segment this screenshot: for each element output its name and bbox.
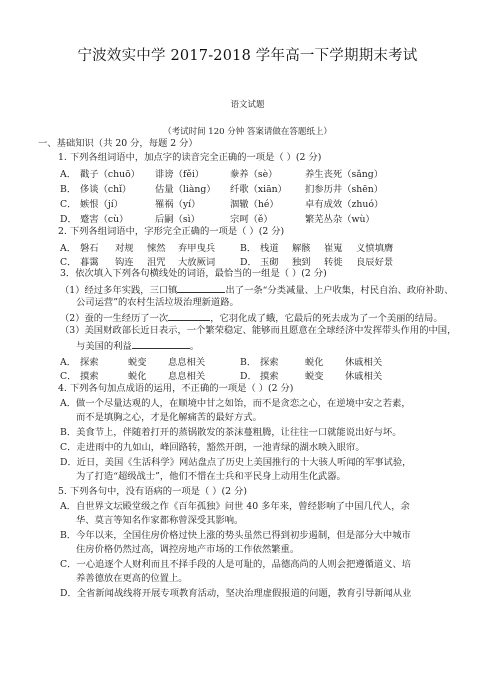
- fill-blank: [132, 339, 190, 349]
- q2-stem: 2. 下列各组词语中，字形完全正确的一项是（ ）(2 分): [58, 226, 285, 237]
- sentence-text: 与美国的利益: [76, 341, 132, 352]
- q3-sentence-1-cont: 公司运营”的农村生活垃圾治理新道路。: [76, 297, 239, 308]
- option-item: 卓有成效（zhuó）: [305, 199, 384, 210]
- option-item: 磐石: [80, 243, 99, 254]
- option-item: 后嗣（sì）: [155, 214, 200, 225]
- option-item: 诽谤（fěi）: [155, 169, 205, 180]
- option-item: 息息相关: [168, 371, 206, 382]
- option-item: 解骸: [292, 243, 311, 254]
- option-item: 玉砌: [260, 257, 279, 268]
- sentence-text: ，它羽化成了蛾，它最后的死去成为了一个美丽的结局。: [210, 313, 443, 324]
- option-item: 蹙害（cù）: [80, 214, 129, 225]
- option-letter: A．: [60, 357, 77, 368]
- option-item: 戳子（chuō）: [80, 169, 140, 180]
- option-item: 估量（liàng）: [155, 184, 216, 195]
- q4-option-a: A．做一个尽量达观的人，在顺境中甘之如饴，而不是贪恋之心，在逆境中安之若素，: [60, 398, 411, 409]
- option-item: 沮咒: [147, 257, 166, 268]
- option-letter: C．: [60, 199, 77, 210]
- q4-option-d-cont: 为了打造“超级战士”，他们不惜在士兵和平民身上动用生化武器。: [76, 471, 346, 482]
- option-letter: A．: [60, 169, 77, 180]
- option-item: 纤歌（xiān）: [230, 184, 287, 195]
- option-item: 崔嵬: [324, 243, 343, 254]
- section1-heading: 一、基础知识（共 20 分，每题 2 分）: [38, 138, 198, 149]
- q4-option-d: D．近日，美国《生活科学》网站盘点了历史上美国推行的十大骇人听闻的军事试验，: [60, 457, 412, 468]
- option-item: 转徙: [324, 257, 343, 268]
- sentence-text: （1）经过多年实践，三口镇: [60, 285, 178, 296]
- option-item: 钩连: [115, 257, 134, 268]
- option-item: 摸索: [260, 371, 279, 382]
- option-item: 涸辙（hé）: [230, 199, 279, 210]
- option-item: 侈谈（chǐ）: [80, 184, 132, 195]
- q3-sentence-3-cont: [76, 339, 199, 353]
- option-letter: D．: [60, 214, 77, 225]
- option-letter: C．: [60, 371, 77, 382]
- option-item: 蜕变: [305, 371, 324, 382]
- option-item: 蜕变: [128, 357, 147, 368]
- q5-option-c: C．一心追逐个人财利而且不择手段的人是可耻的，品德高尚的人则会把遵循道义、培: [60, 559, 412, 570]
- option-letter: A．: [60, 243, 77, 254]
- option-item: 良辰好景: [356, 257, 394, 268]
- q4-option-b: B．美食节上，伴随着打开的蒸锅散发的茶沫蔓粗腾，让往往一口就能说出好与坏。: [60, 427, 402, 438]
- q5-option-c-cont: 养善德放在更高的位置上。: [76, 573, 188, 584]
- option-item: 暮霭: [80, 257, 99, 268]
- option-letter: B．: [240, 243, 257, 254]
- q3-sentence-1: [60, 283, 453, 297]
- q5-option-b: B．今年以来，全国住房价格过快上涨的势头虽然已得到初步遏制，但是部分大中城市: [60, 530, 411, 541]
- option-item: 对规: [115, 243, 134, 254]
- option-item: 悚然: [147, 243, 166, 254]
- q5-option-a-cont: 华、莫言等知名作家都称曾深受其影响。: [76, 515, 244, 526]
- option-item: 罹祸（yí）: [155, 199, 201, 210]
- option-item: 蜕化: [128, 371, 147, 382]
- q1-stem: 1. 下列各组词语中，加点字的读音完全正确的一项是（ ）(2 分): [58, 152, 322, 163]
- option-item: 豢养（sè）: [230, 169, 278, 180]
- q3-sentence-3: （3）美国财政部长近日表示，一个繁荣稳定、能够而且愿意在全球经济中发挥带头作用的中国，: [60, 325, 457, 336]
- q4-stem: 4. 下列各句加点成语的运用，不正确的一项是（ ）(2 分): [58, 383, 294, 394]
- fill-blank: [168, 311, 210, 321]
- sentence-text: 。: [189, 341, 200, 352]
- option-item: 义愤填膺: [356, 243, 394, 254]
- option-item: 探索: [80, 357, 99, 368]
- option-letter: C．: [60, 257, 77, 268]
- option-letter: D．: [240, 257, 257, 268]
- option-item: 摸索: [80, 371, 99, 382]
- q3-stem: 3．依次填入下列各句横线处的词语，最恰当的一组是（ ）(2 分): [60, 268, 327, 279]
- exam-title: 宁波效实中学 2017-2018 学年高一下学期期末考试: [77, 48, 418, 64]
- option-item: 休戚相关: [345, 371, 383, 382]
- option-item: 扪参历井（shēn）: [305, 184, 384, 195]
- option-item: 弃甲曳兵: [178, 243, 216, 254]
- option-letter: B．: [60, 184, 77, 195]
- option-item: 养生丧死（sǎng）: [305, 169, 384, 180]
- option-item: 嫉恨（jí）: [80, 199, 124, 210]
- q4-option-c: C．走进雨中的九如山，峰回路转，豁然开朗，一池青绿的湖水映入眼帘。: [60, 442, 365, 453]
- q3-sentence-2: [60, 311, 443, 325]
- option-item: 栈道: [260, 243, 279, 254]
- option-letter: D．: [240, 371, 257, 382]
- option-item: 蜕化: [305, 357, 324, 368]
- q5-stem: 5. 下列各句中，没有语病的一项是（ ）(2 分): [58, 486, 247, 497]
- option-item: 大放厥词: [178, 257, 216, 268]
- sentence-text: （2）蚕的一生经历了一次: [60, 313, 169, 324]
- option-item: 宗呵（ě）: [230, 214, 273, 225]
- q5-option-d: D．全省新闻战线将开展专项教育活动，坚决治理虚假报道的问题，教育引导新闻从业: [60, 588, 412, 599]
- q5-option-a: A．自世界文坛殿堂级之作《百年孤独》问世 40 多年来，曾经影响了中国几代人，余: [60, 501, 410, 512]
- option-item: 休戚相关: [345, 357, 383, 368]
- subject-label: 语文试题: [230, 100, 265, 110]
- fill-blank: [177, 283, 225, 293]
- option-item: 独到: [292, 257, 311, 268]
- q5-option-b-cont: 住房价格仍然过高，调控房地产市场的工作依然繁重。: [76, 544, 300, 555]
- sentence-text: 出了一条“分类减量、上户收集，村民自治、政府补助、: [225, 285, 454, 296]
- q4-option-a-cont: 而不是填胸之心，才是化解痛苦的最好方式。: [76, 412, 262, 423]
- option-item: 繁芜丛杂（wù）: [305, 214, 375, 225]
- exam-note: （考试时间 120 分钟 答案请做在答题纸上）: [163, 127, 332, 137]
- option-letter: B．: [240, 357, 257, 368]
- option-item: 探索: [260, 357, 279, 368]
- option-item: 息息相关: [168, 357, 206, 368]
